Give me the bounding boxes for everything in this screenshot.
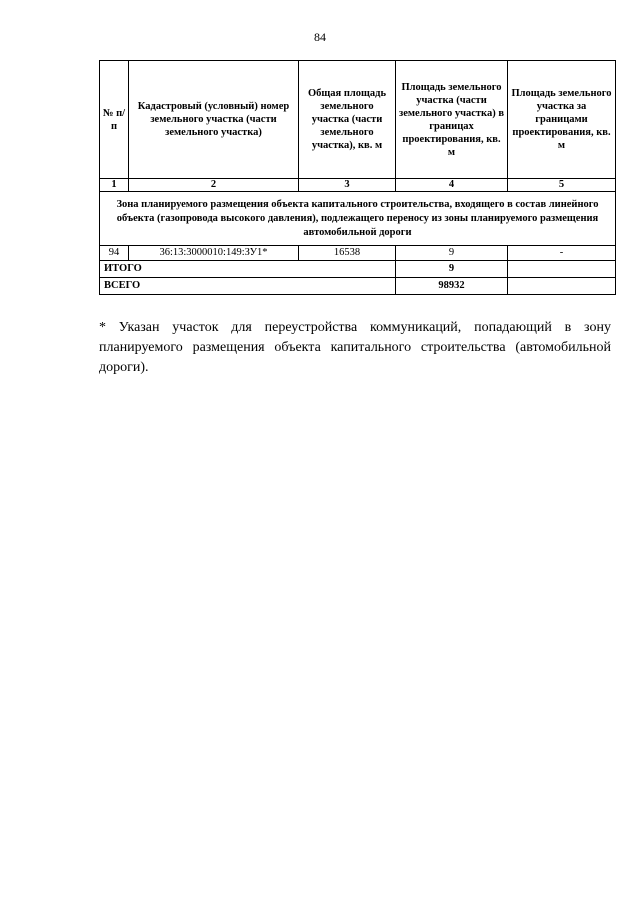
itogo-value: 9 <box>396 261 508 278</box>
page-number: 84 <box>314 30 326 44</box>
header-number: № п/п <box>100 61 129 179</box>
table-row <box>100 246 616 261</box>
vsego-row <box>100 278 616 295</box>
itogo-empty-cell <box>508 261 616 278</box>
row-area-outside: - <box>508 246 616 261</box>
vsego-label: ВСЕГО <box>100 278 396 295</box>
land-plots-table <box>99 60 616 295</box>
column-number: 5 <box>508 179 616 192</box>
row-cadastral-number: 36:13:3000010:149:ЗУ1* <box>129 246 299 261</box>
column-number: 3 <box>299 179 396 192</box>
itogo-label: ИТОГО <box>100 261 396 278</box>
column-number: 2 <box>129 179 299 192</box>
itogo-row <box>100 261 616 278</box>
row-total-area: 16538 <box>299 246 396 261</box>
header-total-area: Общая площадь земельного участка (части земельного участка), кв. м <box>299 61 396 179</box>
row-area-inside: 9 <box>396 246 508 261</box>
column-number: 4 <box>396 179 508 192</box>
vsego-value: 98932 <box>396 278 508 295</box>
header-cadastral-number: Кадастровый (условный) номер земельного участка (части земельного участка) <box>129 61 299 179</box>
footnote: * Указан участок для переустройства коммуникаций, попадающий в зону планируемого размещения объекта капитального строительства (автомобильной дороги). <box>99 320 611 375</box>
zone-title-row <box>100 192 616 246</box>
column-number: 1 <box>100 179 129 192</box>
header-area-outside: Площадь земельного участка за границами проектирования, кв. м <box>508 61 616 179</box>
column-number-row <box>100 179 616 192</box>
table-header-row <box>100 61 616 179</box>
row-number: 94 <box>100 246 129 261</box>
vsego-empty-cell <box>508 278 616 295</box>
zone-title: Зона планируемого размещения объекта капитального строительства, входящего в состав линейного объекта (газопровода высокого давления), подлежащего переносу из зоны планируемого размещения автомобильной дороги <box>100 192 616 246</box>
header-area-inside: Площадь земельного участка (части земельного участка) в границах проектирования, кв. м <box>396 61 508 179</box>
